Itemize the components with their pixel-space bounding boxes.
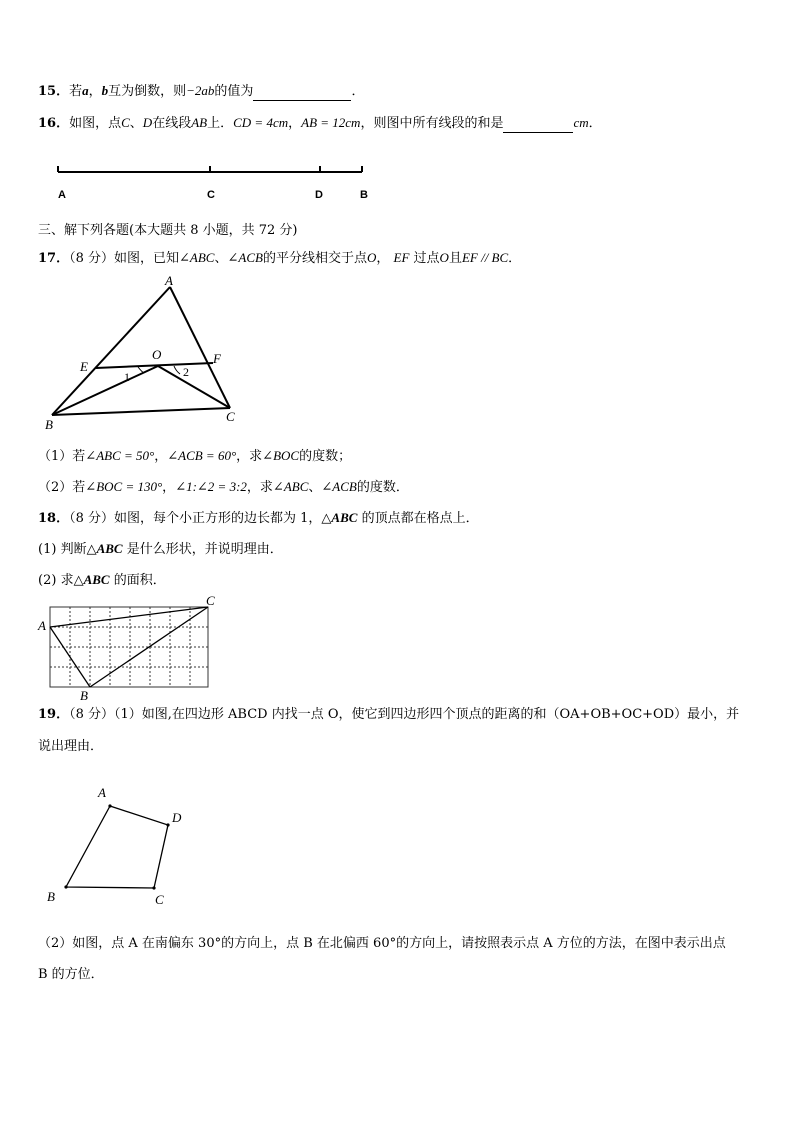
punct: ， <box>162 480 176 495</box>
vertex-a <box>108 804 111 807</box>
expression: EF // BC <box>461 250 509 265</box>
segment-ab: AB <box>191 115 208 130</box>
part-number: (1) <box>38 542 57 557</box>
question-text: 若 <box>72 449 86 464</box>
question-text: 互为倒数，则 <box>108 84 187 99</box>
part-number: (2) <box>38 573 57 588</box>
question-text: 的平分线相交于点 <box>262 251 367 266</box>
question-number: 18． <box>38 511 70 526</box>
label-c: C <box>207 189 215 201</box>
score: （8 分） <box>69 251 114 266</box>
expression: ∠ACB <box>321 479 357 494</box>
question-18 <box>38 509 479 528</box>
side-ac <box>50 607 208 627</box>
label-d: D <box>172 810 182 825</box>
question-text-continued: 说出理由． <box>38 739 104 754</box>
label-a: A <box>38 618 46 633</box>
grid-border <box>50 607 208 687</box>
expression: −2ab <box>186 83 215 98</box>
unit: cm <box>573 115 589 130</box>
question-17 <box>38 249 521 268</box>
expression: ∠1:∠2 = 3:2 <box>175 479 247 494</box>
label-a: A <box>98 785 106 800</box>
expression: AB = 12cm <box>301 115 361 130</box>
answer-blank[interactable] <box>503 118 573 133</box>
label-e: E <box>80 359 88 374</box>
label-a: A <box>165 273 173 288</box>
question-number: 16． <box>38 116 70 131</box>
question-text: ，则图中所有线段的和是 <box>360 116 504 131</box>
question-text: 上． <box>207 116 234 131</box>
label-b: B <box>360 189 368 201</box>
question-text: 若 <box>69 84 83 99</box>
label-b: B <box>80 688 88 703</box>
question-text: 如图，点 <box>69 116 122 131</box>
point-o: O <box>366 250 377 265</box>
part-number: （2） <box>38 480 73 495</box>
question-number: 17． <box>38 251 70 266</box>
vertex-d <box>166 823 169 826</box>
question-text: 如图，每个小正方形的边长都为 1， <box>114 511 322 526</box>
bisector-bo <box>52 366 158 415</box>
angle: ∠ACB <box>227 250 263 265</box>
quadrilateral-abcd <box>66 806 168 888</box>
question-18-part-2 <box>38 571 166 590</box>
angle: ∠ABC <box>179 250 215 265</box>
question-number: 19． <box>38 707 70 722</box>
side-bc <box>52 408 230 415</box>
vertex-b <box>64 885 67 888</box>
question-19 <box>38 706 739 724</box>
expression: ∠BOC <box>262 448 300 463</box>
grid-lines <box>50 607 208 687</box>
point-o: O <box>439 250 449 265</box>
label-c: C <box>226 409 235 424</box>
question-text: 的顶点都在格点上． <box>361 511 479 526</box>
question-text: 的度数． <box>356 480 409 495</box>
question-text: 判断 <box>60 542 87 557</box>
question-number: 15． <box>38 84 70 99</box>
triangle-figure <box>40 275 270 435</box>
answer-blank[interactable] <box>253 86 351 101</box>
angle-1-arc <box>138 367 144 373</box>
punct: 、 <box>308 480 322 495</box>
triangle-abc: △ABC <box>321 510 358 525</box>
triangle-abc: △ABC <box>73 572 110 587</box>
question-17-part-1 <box>38 447 351 466</box>
question-17-part-2 <box>38 478 409 497</box>
question-text: 在线段 <box>152 116 192 131</box>
expression: ∠ABC = 50° <box>85 448 155 463</box>
question-text: 的度数； <box>299 449 352 464</box>
question-text: 过点 <box>413 251 440 266</box>
vertex-c <box>152 886 155 889</box>
label-b: B <box>45 417 53 432</box>
punct: ． <box>351 84 365 99</box>
triangle-abc: △ABC <box>86 541 123 556</box>
punct: ， <box>88 84 102 99</box>
label-c: C <box>206 593 215 608</box>
expression: ∠ACB = 60° <box>167 448 237 463</box>
point-c: C <box>121 115 130 130</box>
question-text: （1）如图,在四边形 ABCD 内找一点 O，使它到四边形四个顶点的距离的和（OA+OB+OC+OD）最小，并 <box>114 707 740 722</box>
punct: ， <box>288 116 302 131</box>
angle-2-arc <box>174 366 180 374</box>
label-angle-1: 1 <box>124 370 130 384</box>
label-angle-2: 2 <box>183 365 189 379</box>
question-text: 若 <box>72 480 86 495</box>
question-text: 如图，已知 <box>114 251 180 266</box>
grid-figure <box>36 594 226 704</box>
question-text: ，求 <box>236 449 263 464</box>
question-text: 且 <box>448 251 462 266</box>
quadrilateral-figure <box>40 780 200 910</box>
question-text: 求 <box>60 573 74 588</box>
punct: ， <box>376 251 390 266</box>
segment-figure <box>50 160 380 205</box>
label-b: B <box>47 889 55 904</box>
label-f: F <box>213 351 221 366</box>
question-18-part-1 <box>38 540 283 559</box>
question-text: ，求 <box>246 480 273 495</box>
question-text-continued: B 的方位． <box>38 967 104 982</box>
point-d: D <box>142 115 153 130</box>
score: （8 分） <box>69 511 114 526</box>
var-b: b <box>101 83 109 98</box>
question-15 <box>38 82 364 101</box>
question-19-part-2: （2）如图，点 A 在南偏东 30°的方向上，点 B 在北偏西 60°的方向上，请按照表示点 A 方位的方法，在图中表示出点 <box>38 936 726 951</box>
question-16 <box>38 114 602 133</box>
label-d: D <box>315 189 323 201</box>
segment-ef: EF <box>393 250 410 265</box>
question-text: 的面积． <box>113 573 166 588</box>
punct: 、 <box>214 251 228 266</box>
label-a: A <box>58 189 66 201</box>
punct: ， <box>154 449 168 464</box>
expression: ∠BOC = 130° <box>85 479 163 494</box>
label-o: O <box>152 347 162 362</box>
label-c: C <box>155 892 164 907</box>
expression: CD = 4cm <box>233 115 289 130</box>
punct: ． <box>508 251 522 266</box>
section-title: 三、解下列各题(本大题共 8 小题，共 72 分) <box>38 223 298 238</box>
punct: ． <box>588 116 602 131</box>
punct: 、 <box>129 116 143 131</box>
part-number: （1） <box>38 449 73 464</box>
var-a: a <box>82 83 89 98</box>
expression: ∠ABC <box>272 479 309 494</box>
question-text: 的值为 <box>214 84 254 99</box>
question-text: 是什么形状，并说明理由． <box>126 542 283 557</box>
score: （8 分） <box>69 707 114 722</box>
